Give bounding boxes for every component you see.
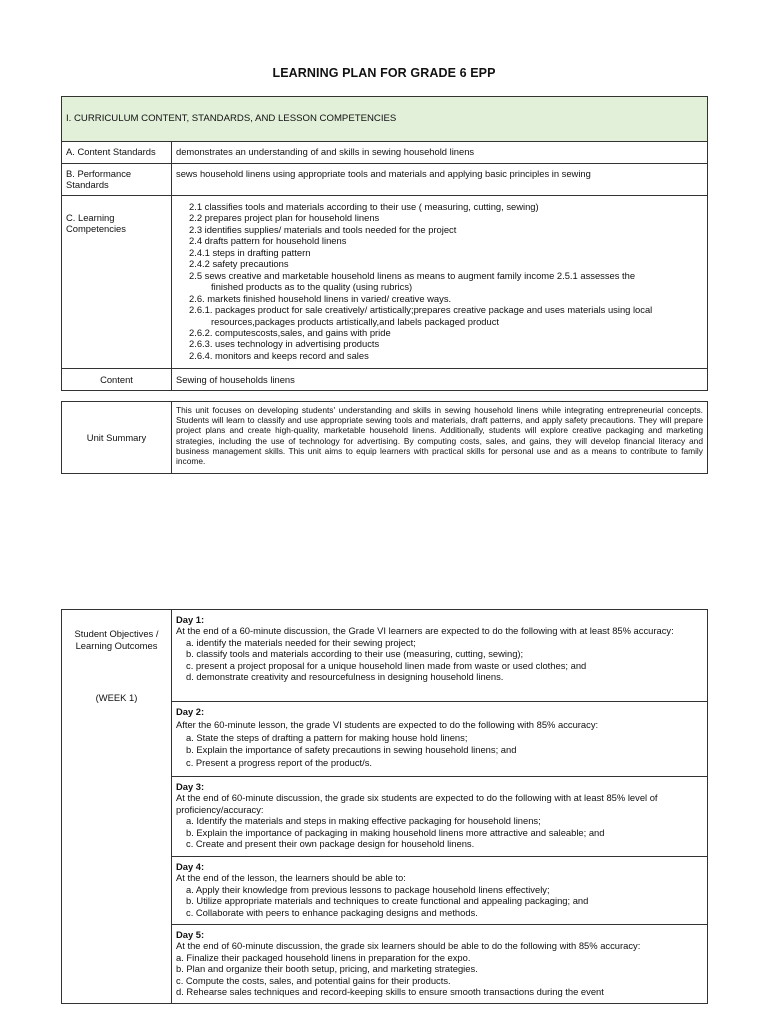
objective-item: c. Compute the costs, sales, and potential gains for their products. [176,974,451,986]
section-header: I. CURRICULUM CONTENT, STANDARDS, AND LESSON COMPETENCIES [62,97,708,142]
competencies-label [62,196,172,369]
competency-item: finished products as to the quality (using rubrics) [211,281,413,293]
competency-item: 2.5 sews creative and marketable household linens as means to augment family income 2.5.1 assesses the [189,269,636,281]
competencies-label-line-1: C. Learning [66,212,115,223]
objective-item: c. present a project proposal for a unique household linen made from waste or used clothes; and [186,659,587,671]
competency-item: 2.6.2. computescosts,sales, and gains with pride [189,326,391,338]
objective-item: d. demonstrate creativity and resourcefulness in designing household linens. [186,671,504,683]
objective-item: b. Utilize appropriate materials and techniques to create functional and appealing packaging; and [186,895,589,907]
day-intro: At the end of a 60-minute discussion, the Grade VI learners are expected to do the following with at least 85% accuracy: [176,625,674,637]
day-title: Day 3: [176,781,205,792]
day-4-cell [172,857,708,925]
performance-label-line-2: Standards [66,179,109,191]
week-label: (WEEK 1) [95,691,138,703]
performance-standards-value: sews household linens using appropriate tools and materials and applying basic principles in sewing [172,164,708,196]
day-title: Day 4: [176,861,205,872]
objective-item: b. Explain the importance of packaging in making household linens more attractive and saleable; and [186,826,605,838]
competencies-list [172,196,708,369]
competency-item: 2.3 identifies supplies/ materials and tools needed for the project [189,223,457,235]
objectives-label-line-1: Student Objectives / [74,628,159,639]
competency-item: 2.4.1 steps in drafting pattern [189,246,311,258]
day-title: Day 1: [176,614,205,625]
competency-item: 2.6. markets finished household linens in varied/ creative ways. [189,292,452,304]
objective-item: c. Present a progress report of the product/s. [186,757,373,769]
unit-summary-text: This unit focuses on developing students' understanding and skills in sewing household linens while integrating entrepreneurial concepts. Students will learn to classify and use appropriate sewing tools and materials, draft patterns, and apply safety precautions. They will prepare project plans and create high-quality, marketable household linens. Additionally, students will explore creative packaging and marketing strategies, including the use of technology for advertising. By computing costs, sales, and gains, they will develop financial literacy and business management skills. This unit aims to equip learners with practical skills for personal use and as a means to contribute to family income. [172,402,708,474]
content-standards-value: demonstrates an understanding of and skills in sewing household linens [172,142,708,164]
objectives-label-line-2: Learning Outcomes [75,639,158,651]
content-value: Sewing of households linens [172,369,708,391]
objective-item: c. Collaborate with peers to enhance packaging designs and methods. [186,906,478,918]
content-standards-label: A. Content Standards [62,142,172,164]
objective-item: d. Rehearse sales techniques and record-keeping skills to ensure smooth transactions during the event [176,986,604,998]
competency-item: 2.4.2 safety precautions [189,258,289,270]
objective-item: a. Identify the materials and steps in making effective packaging for household linens; [186,815,541,827]
objective-item: a. State the steps of drafting a pattern for making house hold linens; [186,731,468,743]
day-2-cell [172,702,708,777]
unit-summary-label: Unit Summary [62,402,172,474]
day-intro: At the end of the lesson, the learners should be able to: [176,872,406,884]
objective-item: b. Plan and organize their booth setup, pricing, and marketing strategies. [176,963,478,975]
page-title: LEARNING PLAN FOR GRADE 6 EPP [272,66,496,80]
objective-item: b. Explain the importance of safety precautions in sewing household linens; and [186,744,517,756]
day-5-cell [172,925,708,1004]
content-label: Content [62,369,172,391]
performance-standards-label [62,164,172,196]
objective-item: c. Create and present their own package design for household linens. [186,838,475,850]
competency-item: 2.6.4. monitors and keeps record and sales [189,349,369,361]
competency-item: 2.6.3. uses technology in advertising products [189,338,380,350]
day-1-cell [172,610,708,702]
day-3-cell [172,777,708,857]
day-title: Day 5: [176,929,205,940]
objective-item: b. classify tools and materials according to their use (measuring, cutting, sewing); [186,648,524,660]
day-title: Day 2: [176,706,205,717]
objective-item: a. Finalize their packaged household linens in preparation for the expo. [176,951,471,963]
unit-summary-table [61,401,708,474]
day-intro: After the 60-minute lesson, the grade VI students are expected to do the following with 85% accuracy: [176,718,599,730]
competencies-label-line-2: Competencies [66,223,126,235]
competency-item: 2.1 classifies tools and materials according to their use ( measuring, cutting, sewing) [189,201,539,212]
curriculum-table [61,96,708,391]
day-intro: At the end of 60-minute discussion, the grade six students are expected to do the following with at least 85% level of proficiency/accuracy: [176,792,658,815]
competency-item: resources,packages products artistically,and labels packaged product [211,315,500,327]
day-intro: At the end of 60-minute discussion, the grade six learners should be able to do the following with 85% accuracy: [176,940,641,952]
competency-item: 2.2 prepares project plan for household linens [189,212,380,224]
objectives-label-cell [62,610,172,1004]
objective-item: a. Apply their knowledge from previous lessons to package household linens effectively; [186,883,550,895]
performance-label-line-1: B. Performance [66,168,132,179]
competency-item: 2.4 drafts pattern for household linens [189,235,347,247]
objectives-table [61,609,708,1004]
objective-item: a. identify the materials needed for their sewing project; [186,636,416,648]
competency-item: 2.6.1. packages product for sale creatively/ artistically;prepares creative package and uses materials using local [189,304,653,316]
